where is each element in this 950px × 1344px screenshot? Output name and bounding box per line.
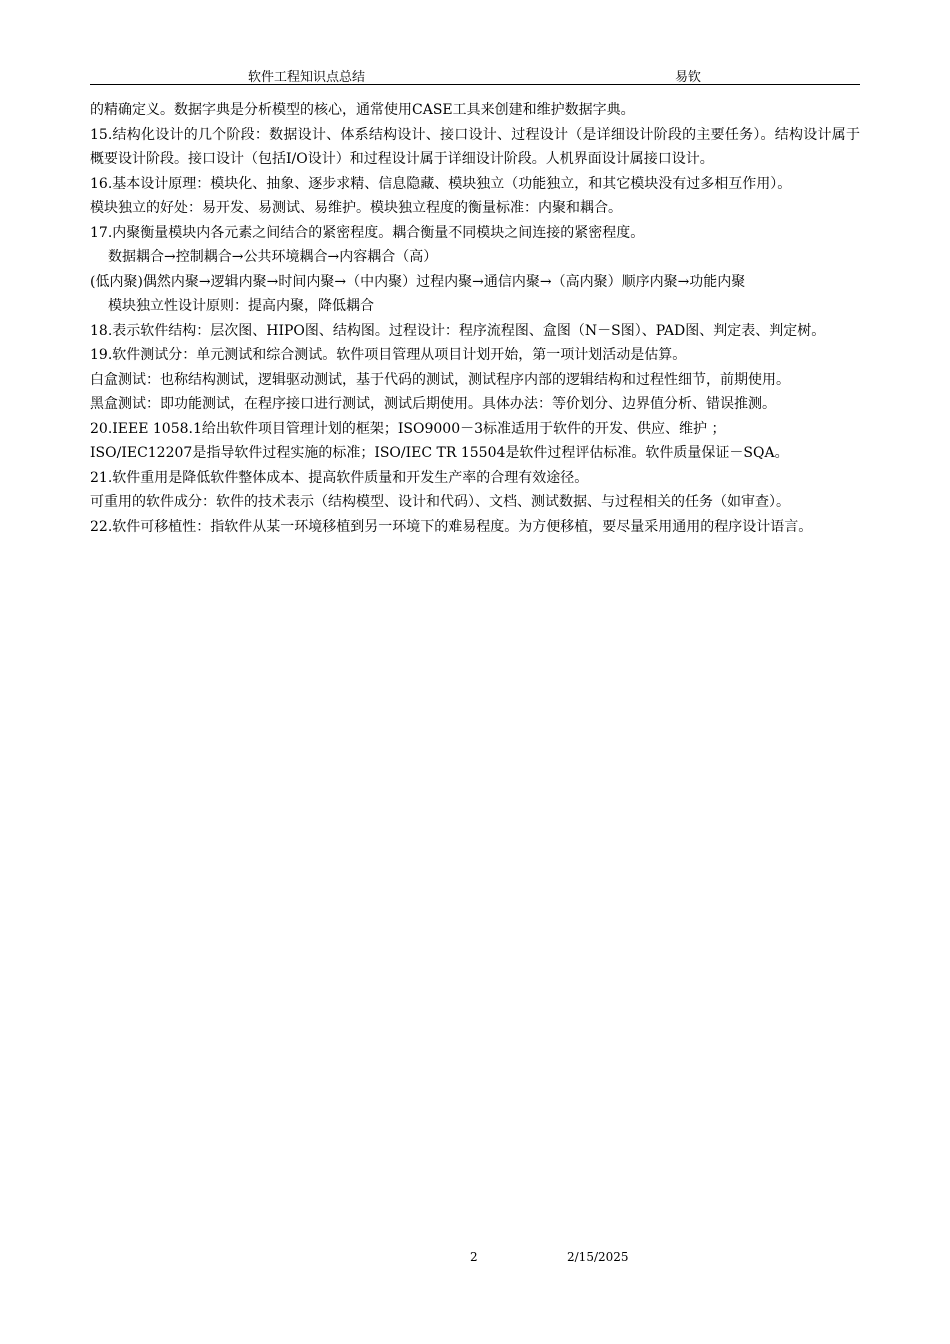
paragraph: 白盒测试：也称结构测试，逻辑驱动测试，基于代码的测试，测试程序内部的逻辑结构和过程性细节，前期使用。 <box>90 371 790 388</box>
document-title: 软件工程知识点总结 <box>248 70 366 85</box>
page-number: 2 <box>470 1250 478 1264</box>
paragraph: 18.表示软件结构：层次图、HIPO图、结构图。过程设计：程序流程图、盒图（N－S图）、PAD图、判定表、判定树。 <box>90 322 826 339</box>
document-body <box>90 98 860 539</box>
paragraph: 20.IEEE 1058.1给出软件项目管理计划的框架；ISO9000－3标准适用于软件的开发、供应、维护 ； <box>90 420 726 437</box>
paragraph: 22.软件可移植性：指软件从某一环境移植到另一环境下的难易程度。为方便移植，要尽量采用通用的程序设计语言。 <box>90 518 813 535</box>
footer-date: 2/15/2025 <box>567 1250 629 1264</box>
paragraph: 黑盒测试：即功能测试，在程序接口进行测试，测试后期使用。具体办法：等价划分、边界值分析、错误推测。 <box>90 396 776 412</box>
paragraph: 的精确定义。数据字典是分析模型的核心，通常使用CASE工具来创建和维护数据字典。 <box>90 102 635 118</box>
paragraph: 21.软件重用是降低软件整体成本、提高软件质量和开发生产率的合理有效途径。 <box>90 469 589 486</box>
paragraph: 可重用的软件成分：软件的技术表示（结构模型、设计和代码）、文档、测试数据、与过程相关的任务（如审查）。 <box>90 494 790 510</box>
paragraph: 15.结构化设计的几个阶段：数据设计、体系结构设计、接口设计、过程设计（是详细设计阶段的主要任务）。结构设计属于概要设计阶段。接口设计（包括I/O设计）和过程设计属于详细设计阶段。人机界面设计属接口设计。 <box>90 126 860 167</box>
paragraph: ISO/IEC12207是指导软件过程实施的标准；ISO/IEC TR 15504是软件过程评估标准。软件质量保证－SQA。 <box>90 445 789 461</box>
paragraph: 19.软件测试分：单元测试和综合测试。软件项目管理从项目计划开始，第一项计划活动是估算。 <box>90 347 687 363</box>
paragraph: 17.内聚衡量模块内各元素之间结合的紧密程度。耦合衡量不同模块之间连接的紧密程度。 <box>90 224 645 241</box>
page-header <box>90 64 860 85</box>
paragraph-coupling-order: 数据耦合→控制耦合→公共环境耦合→内容耦合（高） <box>108 249 438 265</box>
paragraph-design-principle: 模块独立性设计原则：提高内聚，降低耦合 <box>108 298 374 314</box>
paragraph-cohesion-order: (低内聚)偶然内聚→逻辑内聚→时间内聚→（中内聚）过程内聚→通信内聚→（高内聚）顺序内聚→功能内聚 <box>90 273 746 290</box>
document-author: 易钦 <box>675 70 702 85</box>
paragraph: 模块独立的好处：易开发、易测试、易维护。模块独立程度的衡量标准：内聚和耦合。 <box>90 200 622 216</box>
paragraph: 16.基本设计原理：模块化、抽象、逐步求精、信息隐藏、模块独立（功能独立，和其它模块没有过多相互作用）。 <box>90 175 792 192</box>
